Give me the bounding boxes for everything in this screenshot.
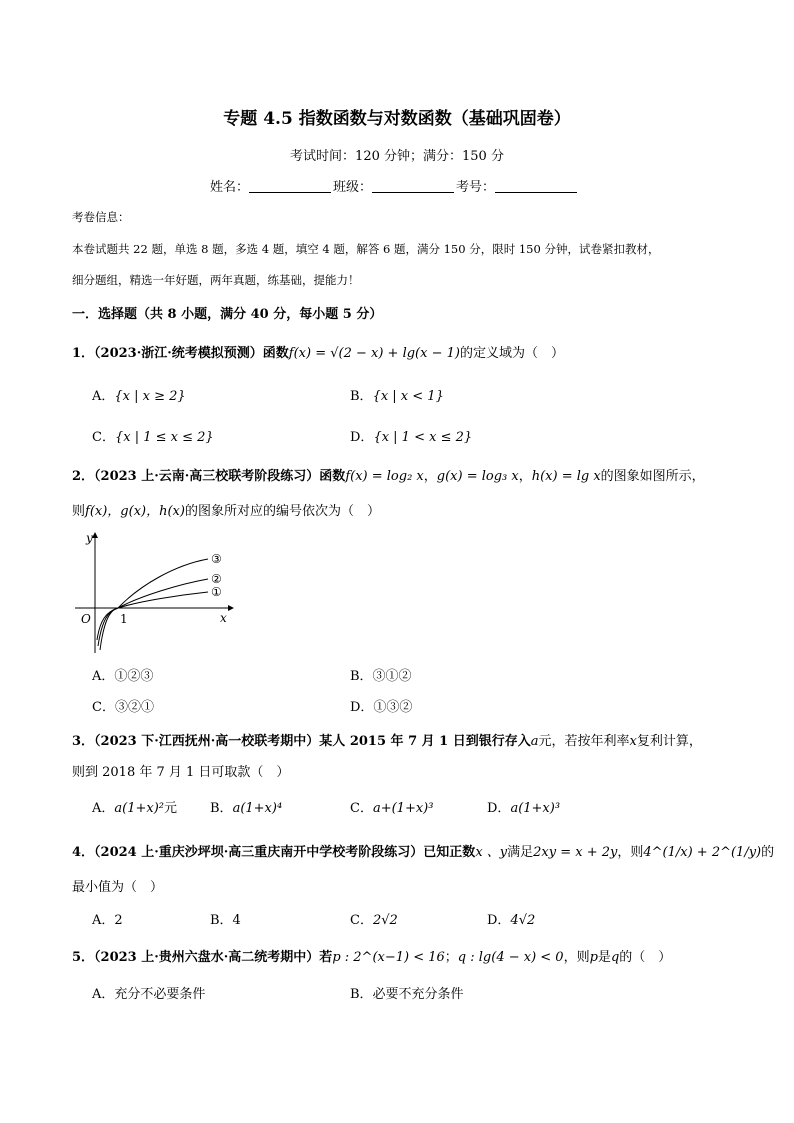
page-title: 专题 4.5 指数函数与对数函数（基础巩固卷） bbox=[223, 109, 571, 129]
q4-option-d[interactable] bbox=[487, 909, 535, 928]
origin-label: O bbox=[81, 612, 91, 626]
q2-stem-line2 bbox=[72, 500, 380, 519]
q1-a-label: A． bbox=[92, 389, 115, 404]
curve-1-label: ① bbox=[211, 585, 222, 599]
q1-b-label: B． bbox=[350, 389, 373, 404]
q1-d-label: D． bbox=[350, 430, 374, 445]
q3-a-label: A． bbox=[92, 801, 115, 816]
q3-stem-line2: 则到 2018 年 7 月 1 日可取款（ ） bbox=[72, 765, 290, 780]
q2-option-b[interactable]: B．③①② bbox=[350, 669, 412, 684]
exam-no-blank[interactable] bbox=[495, 180, 577, 193]
q3-a-unit: 元 bbox=[164, 801, 178, 816]
q3-var-x: x bbox=[629, 734, 637, 749]
q5-stem bbox=[72, 946, 671, 965]
info-line-1: 本卷试题共 22 题，单选 8 题，多选 4 题，填空 4 题，解答 6 题，满分 150 分，限时 150 分钟，试卷紧扣教材， bbox=[72, 242, 660, 256]
q4-then: ，则 bbox=[617, 845, 644, 860]
q3-option-a[interactable] bbox=[92, 797, 177, 816]
q4-c-label: C． bbox=[350, 913, 373, 928]
q1-a-math: {x | x ≥ 2} bbox=[114, 389, 186, 404]
tick-one-label: 1 bbox=[120, 612, 128, 626]
q4-vars: x 、y bbox=[475, 845, 508, 860]
curve-1 bbox=[100, 592, 208, 650]
q4-expression: 4^(1/x) + 2^(1/y) bbox=[643, 845, 762, 860]
q2-prefix: 2．（2023 上·云南·高三校联考阶段练习）函数 bbox=[72, 469, 346, 484]
q4-d-math: 4√2 bbox=[510, 913, 536, 928]
q1-c-math: {x | 1 ≤ x ≤ 2} bbox=[114, 430, 214, 445]
q4-suffix: 的 bbox=[761, 845, 775, 860]
q5-option-b[interactable]: B．必要不充分条件 bbox=[350, 987, 464, 1002]
q2-suffix: 的图象如图所示， bbox=[600, 469, 705, 484]
info-heading: 考卷信息： bbox=[72, 210, 130, 224]
q4-c-math: 2√2 bbox=[372, 913, 398, 928]
q1-b-math: {x | x < 1} bbox=[372, 389, 444, 404]
q4-stem-line1 bbox=[72, 841, 774, 860]
q1-c-label: C． bbox=[92, 430, 115, 445]
q3-option-c[interactable] bbox=[350, 797, 433, 816]
q2-f-def: f(x) = log₂ x bbox=[345, 469, 424, 484]
q3-suffix: 复利计算， bbox=[636, 734, 702, 749]
q3-d-math: a(1+x)³ bbox=[510, 801, 561, 816]
q2-line2-suffix: 的图象所对应的编号依次为（ ） bbox=[184, 504, 380, 519]
q3-prefix: 3．（2023 下·江西抚州·高一校联考期中）某人 2015 年 7 月 1 日到银行存入 bbox=[72, 734, 531, 749]
q3-var-a: a bbox=[530, 734, 539, 749]
q1-option-d[interactable] bbox=[350, 426, 472, 445]
section-heading: 一．选择题（共 8 小题，满分 40 分，每小题 5 分） bbox=[72, 307, 383, 322]
name-blank[interactable] bbox=[249, 180, 331, 193]
q3-a-math: a(1+x)² bbox=[114, 801, 164, 816]
q5-suffix: 的（ ） bbox=[619, 950, 672, 965]
q5-is: 是 bbox=[597, 950, 611, 965]
q5-p-def: p : 2^(x−1) < 16 bbox=[332, 950, 445, 965]
q4-prefix: 4．（2024 上·重庆沙坪坝·高三重庆南开中学校考阶段练习）已知正数 bbox=[72, 845, 476, 860]
q2-line2-prefix: 则 bbox=[72, 504, 86, 519]
q3-option-b[interactable] bbox=[210, 797, 282, 816]
q3-option-d[interactable] bbox=[487, 797, 560, 816]
q2-line2-funcs: f(x)，g(x)，h(x) bbox=[85, 504, 185, 519]
q4-option-c[interactable] bbox=[350, 909, 398, 928]
student-info-fields bbox=[210, 176, 579, 195]
q5-prefix: 5．（2023 上·贵州六盘水·高二统考期中）若 bbox=[72, 950, 333, 965]
q4-option-b[interactable]: B．4 bbox=[210, 913, 241, 928]
q4-mid: 满足 bbox=[507, 845, 534, 860]
curve-2-label: ② bbox=[211, 572, 222, 586]
exam-no-label: 考号： bbox=[456, 180, 496, 195]
name-label: 姓名： bbox=[210, 180, 250, 195]
q4-d-label: D． bbox=[487, 913, 511, 928]
q2-g-def: g(x) = log₃ x bbox=[436, 469, 519, 484]
q5-q-def: q : lg(4 − x) < 0 bbox=[457, 950, 564, 965]
q3-stem-line1 bbox=[72, 730, 702, 749]
q5-sep: ； bbox=[444, 950, 458, 965]
q2-option-a[interactable]: A．①②③ bbox=[92, 669, 154, 684]
q3-b-math: a(1+x)⁴ bbox=[232, 801, 283, 816]
curve-2 bbox=[98, 579, 208, 646]
q1-formula: f(x) = √(2 − x) + lg(x − 1) bbox=[288, 346, 460, 361]
class-label: 班级： bbox=[333, 180, 373, 195]
q2-option-d[interactable]: D．①③② bbox=[350, 700, 413, 715]
q2-stem-line1: 2．（2023 上·云南·高三校联考阶段练习）函数f(x) = log₂ x，g(x) = log₃ x，h(x) = lg x的图象如图所示， bbox=[72, 469, 705, 484]
q2-h-def: h(x) = lg x bbox=[531, 469, 601, 484]
q3-b-label: B． bbox=[210, 801, 233, 816]
q4-stem-line2: 最小值为（ ） bbox=[72, 880, 164, 895]
q2-option-c[interactable]: C．③②① bbox=[92, 700, 154, 715]
curve-3-label: ③ bbox=[211, 552, 222, 566]
q1-stem bbox=[72, 342, 564, 361]
q1-option-b[interactable] bbox=[350, 385, 444, 404]
q1-prefix: 1．（2023·浙江·统考模拟预测）函数 bbox=[72, 346, 289, 361]
q1-d-math: {x | 1 < x ≤ 2} bbox=[373, 430, 473, 445]
y-axis-label: y bbox=[86, 531, 93, 545]
q1-option-c[interactable] bbox=[92, 426, 214, 445]
class-blank[interactable] bbox=[372, 180, 454, 193]
q5-var-p: p bbox=[589, 950, 598, 965]
q3-d-label: D． bbox=[487, 801, 511, 816]
q4-option-a[interactable]: A．2 bbox=[92, 913, 123, 928]
q4-equation: 2xy = x + 2y bbox=[533, 845, 618, 860]
exam-time-score: 考试时间：120 分钟；满分：150 分 bbox=[290, 149, 504, 164]
q1-option-a[interactable] bbox=[92, 385, 186, 404]
q3-mid: 元，若按年利率 bbox=[538, 734, 630, 749]
q2-log-graph bbox=[70, 528, 240, 658]
info-line-2: 细分题组，精选一年好题，两年真题，练基础，提能力！ bbox=[72, 273, 360, 287]
q5-option-a[interactable]: A．充分不必要条件 bbox=[92, 987, 206, 1002]
q1-suffix: 的定义域为（ ） bbox=[459, 346, 564, 361]
q5-var-q: q bbox=[610, 950, 620, 965]
q5-mid: ，则 bbox=[563, 950, 590, 965]
x-axis-label: x bbox=[220, 611, 227, 625]
q3-c-label: C． bbox=[350, 801, 373, 816]
q3-c-math: a+(1+x)³ bbox=[372, 801, 434, 816]
